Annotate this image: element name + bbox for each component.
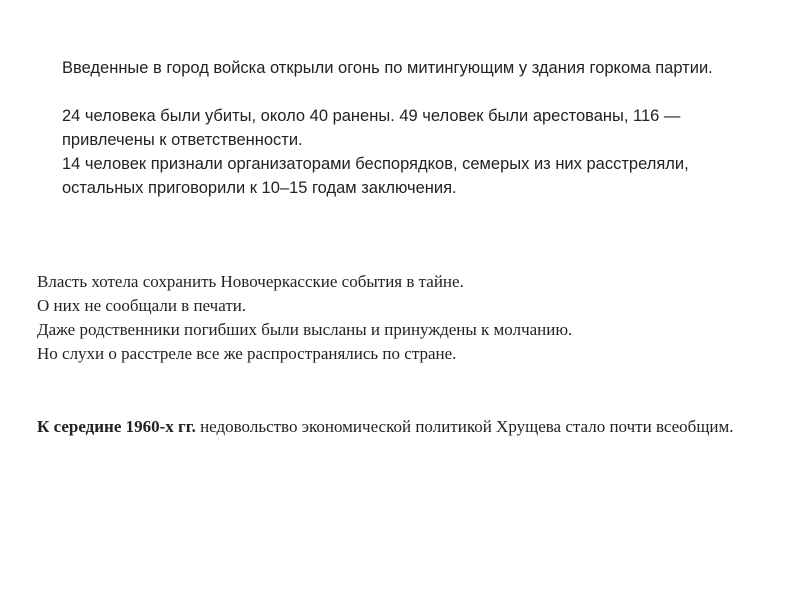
discontent-text: недовольство экономической политикой Хрущева стало почти всеобщим. bbox=[195, 417, 734, 436]
line-secret: Власть хотела сохранить Новочеркасские события в тайне. bbox=[37, 272, 464, 291]
paragraph-discontent bbox=[37, 415, 777, 439]
text-block-events bbox=[62, 56, 762, 200]
bold-lead-date: К середине 1960-х гг. bbox=[37, 417, 196, 436]
paragraph-organizers-sentenced: 14 человек признали организаторами беспорядков, семерых из них расстреляли, остальных приговорили к 10–15 годам заключения. bbox=[62, 155, 689, 197]
text-block-secrecy bbox=[37, 270, 777, 366]
paragraph-casualties: 24 человека были убиты, около 40 ранены. 49 человек были арестованы, 116 — привлечены к ответственности. bbox=[62, 107, 681, 149]
line-rumors-spread: Но слухи о расстреле все же распространялись по стране. bbox=[37, 344, 457, 363]
text-block-discontent bbox=[37, 415, 777, 439]
line-relatives-exiled: Даже родственники погибших были высланы и принуждены к молчанию. bbox=[37, 320, 573, 339]
paragraph-spacer bbox=[62, 80, 762, 104]
paragraph-troops-opened-fire: Введенные в город войска открыли огонь по митингующим у здания горкома партии. bbox=[62, 59, 713, 77]
line-no-press: О них не сообщали в печати. bbox=[37, 296, 247, 315]
